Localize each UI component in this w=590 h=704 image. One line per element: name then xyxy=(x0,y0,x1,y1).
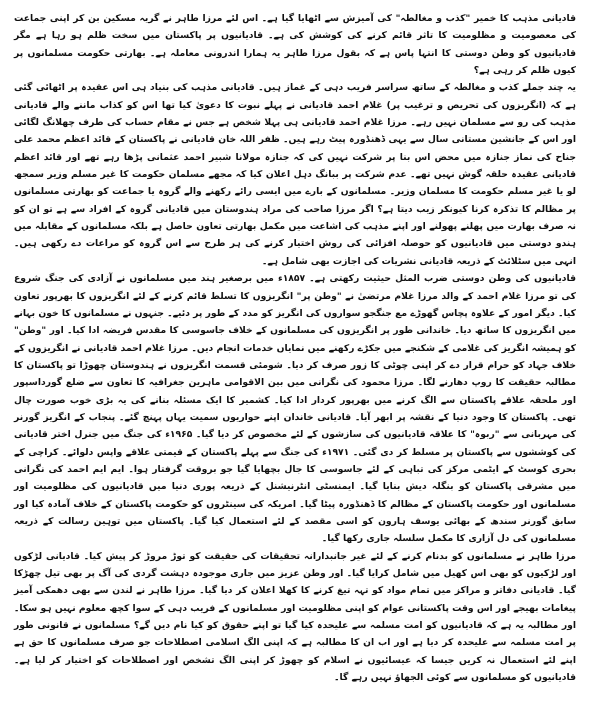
urdu-article-body xyxy=(14,10,576,686)
article-paragraph-3: قادیانیوں کی وطن دوستی ضرب المثل حیثیت رکھتی ہے۔ ۱۸۵۷ء میں برصغیر ہند میں مسلمانوں نے آزادی کی جنگ شروع کی تو مرزا غلام احمد کے والد مرزا غلام مرتضیٰ نے "وطن پر" انگریزوں کا تسلط قائم کرنے کے لئے انگریزوں کا بھرپور تعاون کیا۔ دیگر امور کے علاوہ پچاس گھوڑے مع جنگجو سواروں کی انگریز کو مدد کے طور پر دئیے۔ جنہوں نے مسلمانوں کا خون بہانے میں انگریزوں کا ساتھ دیا۔ خاندانی طور پر انگریزوں کی مسلمانوں کے خلاف جاسوسی کا مقدس فریضہ ادا کیا۔ اور "وطن" کو ہمیشہ انگریز کی غلامی کے شکنجے میں جکڑے رکھنے میں نمایاں خدمات انجام دیں۔ مرزا غلام احمد قادیانی نے انگریزوں کے خلاف جہاد کو حرام قرار دے کر اپنی چوٹی کا زور صرف کر دیا۔ شومئی قسمت انگریزوں نے ہندوستان چھوڑا تو پاکستان کا مطالبہ حقیقت کا روپ دھارنے لگا۔ مرزا محمود کی نگرانی میں بین الاقوامی ماہرین جغرافیہ کا تعاون سے ضلع گورداسپور اور ملحقہ علاقے پاکستان سے الگ کرنے میں بھرپور کردار ادا کیا۔ کشمیر کا ایک مسئلہ بنانے کی یہ بڑی خوب صورت چال تھی۔ پاکستان کا وجود دنیا کے نقشہ پر ابھر آیا۔ قادیانی خاندان اپنے حواریوں سمیت یہاں پہنچ گئے۔ پنجاب کے انگریز گورنر کی مہربانی سے "ربوہ" کا علاقہ قادیانیوں کی سازشوں کے لئے مخصوص کر دیا گیا۔ ۱۹۶۵ء کی جنگ میں جنرل اختر قادیانی کی کوششوں سے پاکستان پر مسلط کر دی گئی۔ ۱۹۷۱ء کی جنگ سے پہلے پاکستان کے قیمتی علاقے واپس دلوائے۔ کراچی کے بحری کوسٹ کے ایٹمی مرکز کی تباہی کے لئے جاسوسی کا جال بچھایا گیا جو بروقت گرفتار ہوا۔ ایم ایم احمد کی نگرانی میں مشرقی پاکستان کو بنگلہ دیش بنایا گیا۔ ایمنسٹی انٹرنیشنل کے ذریعہ پوری دنیا میں قادیانیوں کی مظلومیت اور مسلمانوں اور حکومت پاکستان کے مظالم کا ڈھنڈورہ پیٹا گیا۔ امریکہ کی سینٹروں کو حکومت پاکستان کے خلاف آمادہ کیا اور سابق گورنر سندھ کے بھائی یوسف ہارون کو اسی مقصد کے لئے استعمال کیا گیا۔ پاکستان میں توہین رسالت کے ذریعہ مسلمانوں کی دل آزاری کا مکمل سلسلہ جاری رکھا گیا۔ xyxy=(14,273,576,545)
article-paragraph-4: مرزا طاہر نے مسلمانوں کو بدنام کرنے کے لئے غیر جانبدارانہ تحقیقات کی حقیقت کو توڑ مروڑ کر پیش کیا۔ قادیانی لڑکوں اور لڑکیوں کو بھی اس کھیل میں شامل کرایا گیا۔ اور وطن عزیز میں جاری موجودہ دہشت گردی کی آگ پر بھی تیل چھڑکا گیا۔ قادیانی دفاتر و مراکز میں تمام مواد کو تہہ تیغ کرنے کا کھلا اعلان کر دیا گیا۔ مرزا طاہر نے لندن سے بھی دھمکی آمیز پیغامات بھیجے اور اس وقت پاکستانی عوام کو اپنی مظلومیت اور مسلمانوں کے فریب دہی کے سوا کچھ معلوم نہیں ہو سکا۔ اور مطالبہ یہ ہے کہ قادیانیوں کو امت مسلمہ سے علیحدہ کیا گیا تو اپنے حقوق کو کیا نام دیں گے؟ مسلمانوں نے قانونی طور پر امت مسلمہ سے علیحدہ کر دیا ہے اور اب ان کا مطالبہ ہے کہ اپنی الگ اسلامی اصطلاحات جو صرف مسلمانوں کا حق ہے اپنے لئے استعمال نہ کریں جیسا کہ عیسائیوں نے اسلام کو چھوڑ کر اپنی الگ تشخص اور اصطلاحات کو اختیار کر لیا ہے۔ قادیانیوں کو مسلمانوں سے کوئی الجھاؤ نہیں رہے گا۔ xyxy=(14,550,576,684)
article-paragraph-1: قادیانی مذہب کا خمیر "کذب و مغالطہ" کی آمیزش سے اٹھایا گیا ہے۔ اس لئے مرزا طاہر نے گریہ مسکین بن کر اپنی جماعت کی معصومیت و مظلومیت کا تاثر قائم کرنے کی کوشش کی ہے۔ قادیانیوں پر پاکستان میں سخت ظلم ہو رہا ہے مگر قادیانیوں کو وطن دوستی کا انتہا پاس ہے کہ بقول مرزا طاہر یہ ہمارا اندرونی معاملہ ہے۔ بھارتی حکومت مسلمانوں پر کیوں ظلم کر رہی ہے؟ xyxy=(14,13,576,77)
article-paragraph-2: یہ چند جملے کذب و مغالطہ کے ساتھ سراسر فریب دہی کے غماز ہیں۔ قادیانی مذہب کی بنیاد ہی اس عقیدہ پر اٹھائی گئی ہے کہ (انگریزوں کی تحریص و ترغیب پر) غلام احمد قادیانی نے پہلے نبوت کا دعویٰ کیا تھا اس کو کذاب ماننے والے قادیانی مذہب کی رو سے مسلمان نہیں رہے۔ مرزا غلام احمد قادیانی ہی پہلا شخص ہے جس نے مقام حساب کی طرف چھلانگ لگائی اور اس کے جانشین مستانی سال سے یہی ڈھنڈورہ پیٹ رہے ہیں۔ ظفر اللہ خان قادیانی نے پاکستان کے قائد اعظم محمد علی جناح کی نماز جنازہ میں محض اس بنا پر شرکت نہیں کی کہ جنازہ مولانا شبیر احمد عثمانی پڑھا رہے تھے اور قائد اعظم قادیانی عقیدہ حلقہ گوش نہیں تھے۔ عدم شرکت پر ببانگ دہل اعلان کیا کہ مجھے مسلمان حکومت کا غیر مسلم وزیر سمجھ لو یا غیر مسلم حکومت کا مسلمان وزیر۔ مسلمانوں کے بارے میں ایسی رائے رکھنے والے گروہ یا جماعت کو بھارتی مسلمانوں پر مظالم کا تذکرہ کرنا کیونکر زیب دیتا ہے؟ اگر مرزا صاحب کی مراد ہندوستان میں قادیانی گروہ کے افراد سے ہے تو ان کو نہ صرف بھارت میں پھلنے پھولنے اور اپنے مذہب کی اشاعت میں مکمل بھارتی تعاون حاصل ہے بلکہ مسلمانوں کے مقابلہ میں ہندو دوستی میں قادیانیوں کو حوصلہ افزائی کی روش اختیار کرنے کی ہر طرح سے اس گروہ کو مراعات دے رکھی ہیں۔ انہی میں سٹلائٹ کے ذریعہ قادیانی نشریات کی اجازت بھی شامل ہے۔ xyxy=(14,82,576,267)
